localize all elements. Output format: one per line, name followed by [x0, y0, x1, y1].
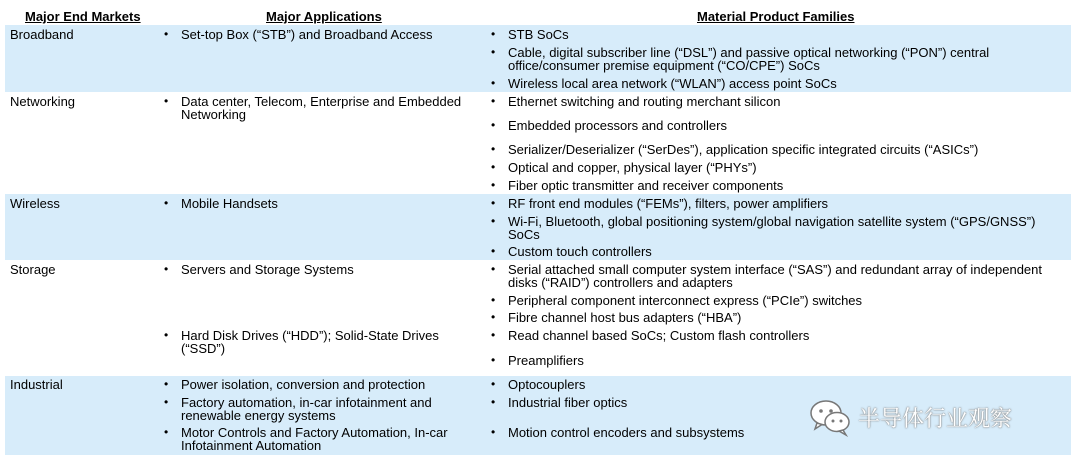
bullet: •: [491, 244, 496, 258]
bullet: •: [491, 310, 496, 324]
family-wireless-0: RF front end modules (“FEMs”), filters, power amplifiers: [508, 196, 829, 211]
bullet: •: [491, 142, 496, 156]
app-industrial-1-line1: Factory automation, in-car infotainment and: [181, 395, 432, 410]
bullet: •: [491, 178, 496, 192]
app-storage-1-line1: Hard Disk Drives (“HDD”); Solid-State Drives: [181, 328, 439, 343]
app-networking-0-line2: Networking: [181, 107, 247, 122]
header-applications: Major Applications: [266, 9, 382, 24]
bullet: •: [164, 94, 169, 108]
family-networking-2: Serializer/Deserializer (“SerDes”), application specific integrated circuits (“ASICs”): [508, 142, 979, 157]
family-networking-3: Optical and copper, physical layer (“PHYs”): [508, 160, 757, 175]
market-storage: Storage: [10, 262, 56, 277]
family-broadband-1-line1: Cable, digital subscriber line (“DSL”) and passive optical networking (“PON”) central: [508, 45, 990, 60]
family-broadband-2: Wireless local area network (“WLAN”) access point SoCs: [508, 76, 837, 91]
bullet: •: [491, 196, 496, 210]
market-networking: Networking: [10, 94, 76, 109]
app-wireless-0: Mobile Handsets: [181, 196, 278, 211]
bullet: •: [164, 377, 169, 391]
market-industrial: Industrial: [10, 377, 63, 392]
app-storage-0: Servers and Storage Systems: [181, 262, 354, 277]
market-wireless: Wireless: [10, 196, 60, 211]
bullet: •: [164, 196, 169, 210]
app-industrial-2-line2: Infotainment Automation: [181, 438, 322, 453]
app-networking-0-line1: Data center, Telecom, Enterprise and Embedded: [181, 94, 462, 109]
family-industrial-1: Industrial fiber optics: [508, 395, 628, 410]
family-networking-1: Embedded processors and controllers: [508, 118, 727, 133]
market-broadband: Broadband: [10, 27, 74, 42]
bullet: •: [491, 353, 496, 367]
bullet: •: [491, 76, 496, 90]
family-industrial-2: Motion control encoders and subsystems: [508, 425, 745, 440]
watermark: [806, 395, 1056, 439]
bullet: •: [491, 214, 496, 228]
family-storage-0-line2: disks (“RAID”) controllers and adapters: [508, 275, 733, 290]
bullet: •: [491, 395, 496, 409]
bullet: •: [491, 377, 496, 391]
app-broadband-0: Set-top Box (“STB”) and Broadband Access: [181, 27, 433, 42]
header-markets: Major End Markets: [25, 9, 141, 24]
family-networking-0: Ethernet switching and routing merchant silicon: [508, 94, 781, 109]
family-broadband-0: STB SoCs: [508, 27, 569, 42]
family-storage-2: Fibre channel host bus adapters (“HBA”): [508, 310, 742, 325]
family-wireless-2: Custom touch controllers: [508, 244, 652, 259]
bullet: •: [164, 27, 169, 41]
app-industrial-1-line2: renewable energy systems: [181, 408, 336, 423]
header-families: Material Product Families: [697, 9, 855, 24]
family-wireless-1-line2: SoCs: [508, 227, 540, 242]
watermark-text: 半导体行业观察: [858, 407, 1013, 432]
family-storage-1: Peripheral component interconnect express (“PCIe”) switches: [508, 293, 863, 308]
bullet: •: [164, 262, 169, 276]
family-broadband-1-line2: office/consumer premise equipment (“CO/CPE”) SoCs: [508, 58, 820, 73]
bullet: •: [491, 425, 496, 439]
family-industrial-0: Optocouplers: [508, 377, 586, 392]
family-storage-4: Preamplifiers: [508, 353, 584, 368]
family-wireless-1-line1: Wi-Fi, Bluetooth, global positioning system/global navigation satellite system (“GPS/GNSS”): [508, 214, 1036, 229]
bullet: •: [491, 160, 496, 174]
bullet: •: [491, 27, 496, 41]
bullet: •: [491, 94, 496, 108]
bullet: •: [164, 395, 169, 409]
bullet: •: [164, 328, 169, 342]
app-storage-1-line2: (“SSD”): [181, 341, 226, 356]
bullet: •: [491, 45, 496, 59]
app-industrial-0: Power isolation, conversion and protection: [181, 377, 426, 392]
family-networking-4: Fiber optic transmitter and receiver components: [508, 178, 784, 193]
family-storage-0-line1: Serial attached small computer system interface (“SAS”) and redundant array of independent: [508, 262, 1042, 277]
bullet: •: [491, 118, 496, 132]
bullet: •: [491, 328, 496, 342]
bullet: •: [164, 425, 169, 439]
bullet: •: [491, 262, 496, 276]
app-industrial-2-line1: Motor Controls and Factory Automation, In-car: [181, 425, 448, 440]
family-storage-3: Read channel based SoCs; Custom flash controllers: [508, 328, 810, 343]
wechat-icon: [808, 397, 852, 437]
bullet: •: [491, 293, 496, 307]
